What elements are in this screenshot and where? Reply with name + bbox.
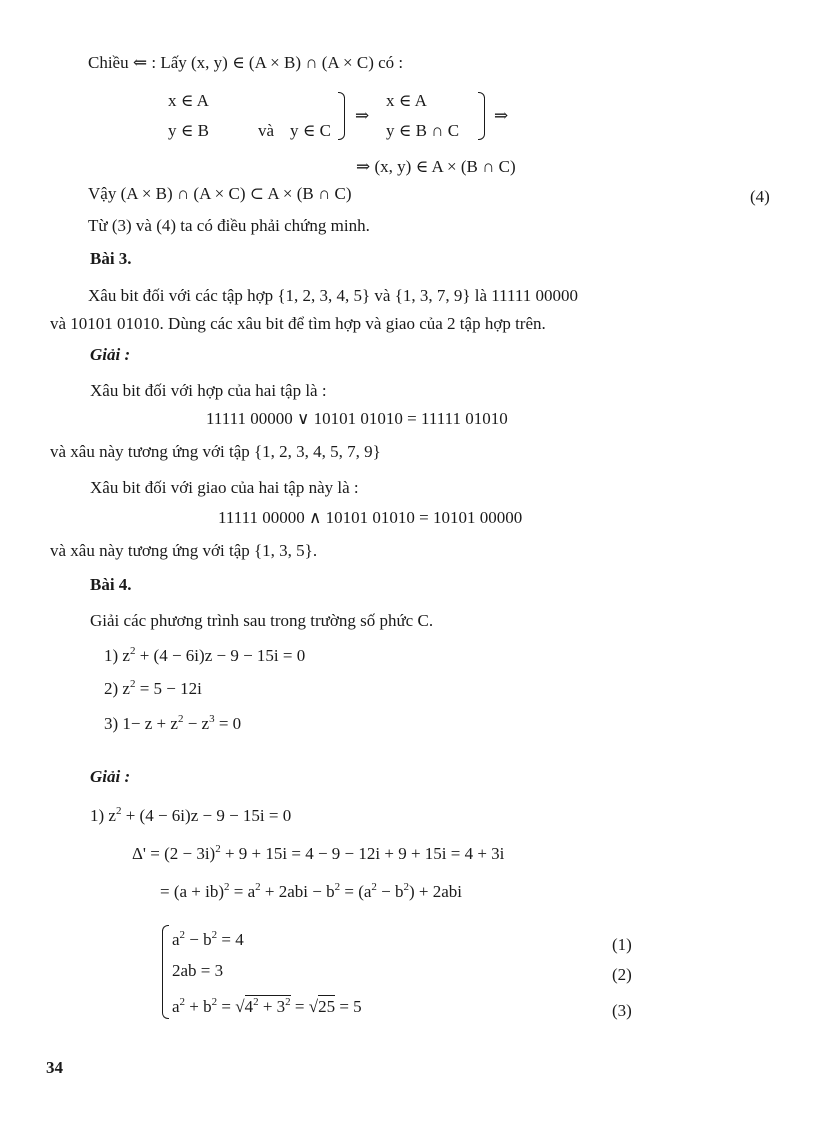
text-line: 11111 00000 ∨ 10101 01010 = 11111 01010 (206, 409, 508, 428)
text-line: x ∈ A (168, 91, 209, 110)
section-heading: Bài 4. (90, 575, 132, 594)
text-line: và (258, 121, 275, 140)
solution-heading: Giải : (90, 345, 131, 364)
text-line: và xâu này tương ứng với tập {1, 2, 3, 4, 5, 7, 9} (50, 442, 381, 461)
equation: 2) $z^2 = 5 - 12i$ (104, 678, 202, 698)
text-line: 11111 00000 ∧ 10101 01010 = 10101 00000 (218, 508, 523, 527)
text-line: Vậy (A × B) ∩ (A × C) ⊂ A × (B ∩ C) (88, 184, 352, 203)
text-line: Chiều ⇐ : Lấy (x, y) ∈ (A × B) ∩ (A × C) có : (88, 53, 404, 72)
text-line: Giải các phương trình sau trong trường số phức C. (90, 611, 434, 630)
text-line: Xâu bit đối với các tập hợp {1, 2, 3, 4, 5} và {1, 3, 7, 9} là 11111 00000 (88, 286, 579, 305)
equation: $\Delta' = (2 - 3i)^2 + 9 + 15i = 4 - 9 - 12i + 9 + 15i = 4 + 3i$ (132, 843, 505, 863)
text-line: Xâu bit đối với giao của hai tập này là : (90, 478, 359, 497)
right-brace (338, 92, 345, 140)
equation: 1) $z^2 + (4 - 6i)z - 9 - 15i = 0$ (90, 805, 292, 825)
text-line: Từ (3) và (4) ta có điều phải chứng minh. (88, 216, 370, 235)
text-line: ⇒ (355, 106, 370, 125)
equation: = $(a + ib)^2 = a^2 + 2abi - b^2 = (a^2 - b^2) + 2abi$ (160, 881, 463, 901)
equation: 1) $z^2 + (4 - 6i)z - 9 - 15i = 0$ (104, 645, 306, 665)
equation: 2ab = 3 (172, 961, 224, 980)
equation: 3) $1- z + z^2 - z^3 = 0$ (104, 713, 242, 733)
equation-number: (2) (612, 965, 632, 984)
equation: $a^2 - b^2 = 4$ (172, 929, 244, 949)
equation-number: (4) (750, 187, 770, 206)
text-line: y ∈ B (168, 121, 209, 140)
solution-heading: Giải : (90, 767, 131, 786)
section-heading: Bài 3. (90, 249, 132, 268)
left-brace (162, 925, 169, 1019)
text-line: y ∈ C (290, 121, 331, 140)
text-line: y ∈ B ∩ C (386, 121, 460, 140)
text-line: và 10101 01010. Dùng các xâu bit để tìm hợp và giao của 2 tập hợp trên. (50, 314, 546, 333)
text-line: Xâu bit đối với hợp của hai tập là : (90, 381, 327, 400)
text-line: ⇒ (x, y) ∈ A × (B ∩ C) (356, 157, 516, 176)
text-line: và xâu này tương ứng với tập {1, 3, 5}. (50, 541, 318, 560)
equation: $a^2 + b^2 = √4^2 + 3^2 = √25 = 5$ (172, 996, 362, 1016)
equation-number: (3) (612, 1001, 632, 1020)
text-line: x ∈ A (386, 91, 427, 110)
equation-number: (1) (612, 935, 632, 954)
right-brace (478, 92, 485, 140)
text-line: ⇒ (494, 106, 509, 125)
page-number: 34 (46, 1058, 63, 1077)
